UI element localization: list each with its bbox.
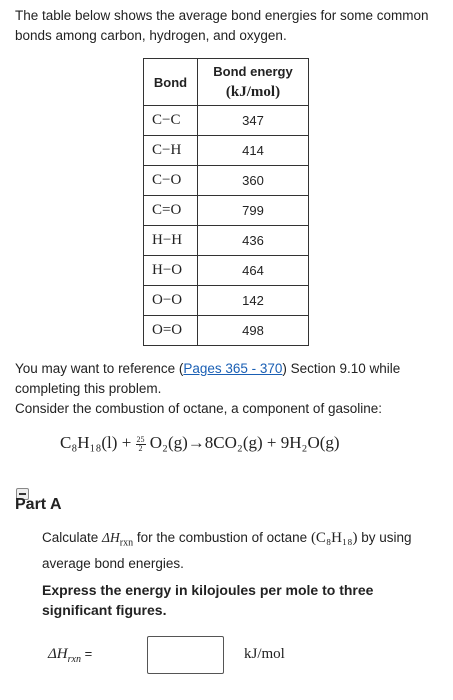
bond-cell: C=O [144,196,198,226]
answer-equals: = [80,646,93,661]
task-text [42,528,432,574]
bond-cell: C−C [144,106,198,136]
table-row [144,136,309,166]
header-energy [198,59,309,106]
energy-cell: 464 [198,256,309,286]
fraction-denominator: 2 [138,443,143,453]
task-formula: (C₈H₁₈) [310,530,358,546]
answer-unit: kJ/mol [244,646,285,662]
instruction-text: Express the energy in kilojoules per mole to three significant figures. [42,582,374,618]
bond-cell: H−O [144,256,198,286]
answer-delta-h: ΔH [48,646,68,662]
equation-right: O₂(g)→8CO₂(g) + 9H₂O(g) [145,433,340,452]
answer-label [48,646,92,665]
answer-sub-rxn: rxn [67,654,81,665]
bond-cell: C−O [144,166,198,196]
energy-cell: 414 [198,136,309,166]
combustion-prompt: Consider the combustion of octane, a component of gasoline: [15,401,382,416]
header-energy-label: Bond energy [213,64,293,79]
pages-link[interactable]: Pages 365 - 370 [183,361,283,376]
table-row [144,256,309,286]
bond-cell: O=O [144,316,198,346]
task-prefix: Calculate [42,530,103,545]
answer-row [48,636,448,676]
header-bond: Bond [144,59,198,106]
bond-energy-table [143,58,309,346]
reference-prefix: You may want to reference ( [15,361,184,376]
energy-cell: 142 [198,286,309,316]
table-header-row [144,59,309,106]
table-row [144,316,309,346]
task-delta-h: ΔH [102,530,120,545]
table-row [144,166,309,196]
energy-cell: 360 [198,166,309,196]
table-row [144,226,309,256]
task-sub-rxn: rxn [119,537,134,549]
energy-cell: 347 [198,106,309,136]
table-row [144,106,309,136]
reference-text [15,359,440,419]
intro-text: The table below shows the average bond energies for some common bonds among carbon, hydrogen, and oxygen. [15,8,429,43]
equation-fraction [136,436,146,453]
bond-cell: H−H [144,226,198,256]
table-row [144,196,309,226]
answer-input[interactable] [147,636,224,674]
bond-cell: O−O [144,286,198,316]
energy-cell: 498 [198,316,309,346]
combustion-equation [60,433,340,453]
energy-cell: 799 [198,196,309,226]
bond-cell: C−H [144,136,198,166]
task-suffix: by using average bond energies. [42,530,412,571]
part-title: Part A [15,496,62,513]
equation-left: C₈H₁₈(l) + [60,433,136,452]
energy-cell: 436 [198,226,309,256]
reference-suffix: ) Section 9.10 while completing this problem. [15,361,401,396]
task-symbol [102,530,134,549]
fraction-numerator: 25 [136,434,145,444]
table-row [144,286,309,316]
task-mid: for the combustion of octane [133,530,311,545]
header-energy-unit: (kJ/mol) [225,84,281,100]
